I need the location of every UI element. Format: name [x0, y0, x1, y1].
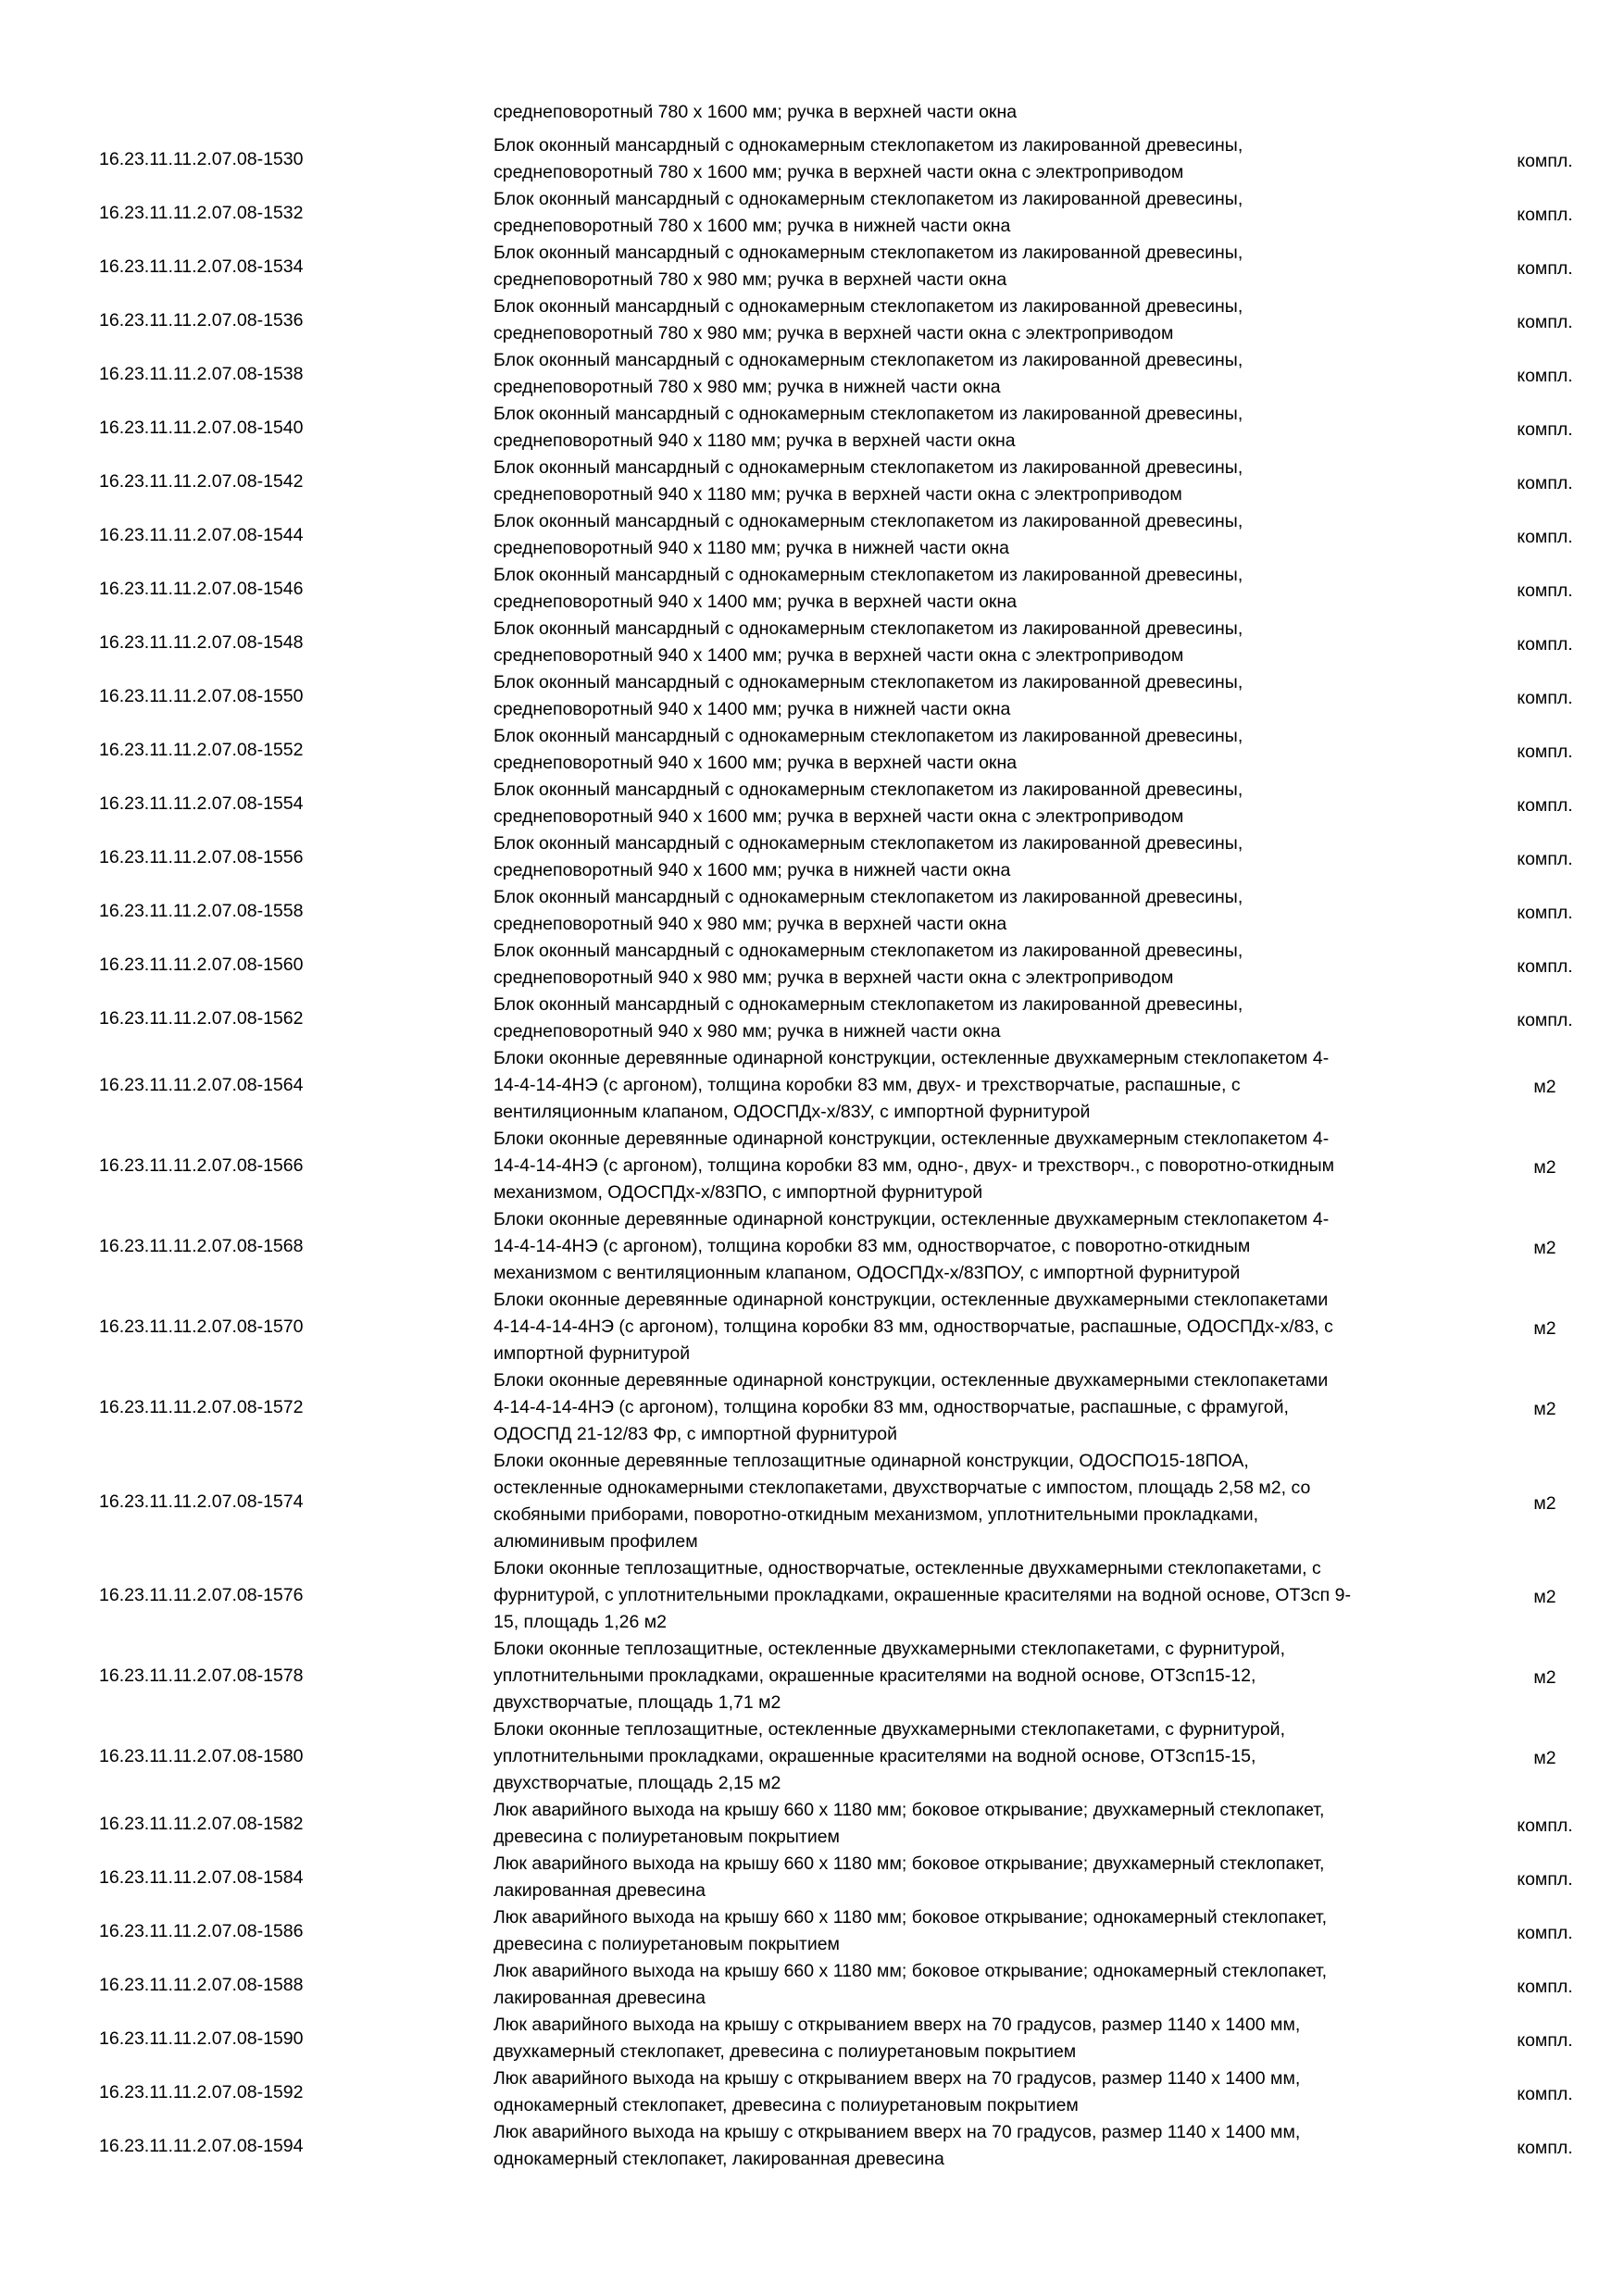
- row-unit: компл.: [1517, 902, 1573, 923]
- row-unit: м2: [1533, 1157, 1556, 1178]
- row-description: [493, 186, 1466, 240]
- row-unit: компл.: [1517, 848, 1573, 869]
- row-unit: компл.: [1517, 1976, 1573, 1997]
- description-line: 14-4-14-4НЭ (с аргоном), толщина коробки 83 мм, одностворчатое, с поворотно-откидным: [493, 1236, 1251, 1256]
- description-line: Блок оконный мансардный с однокамерным стеклопакетом из лакированной древесины,: [493, 618, 1243, 639]
- description-line: 15, площадь 1,26 м2: [493, 1612, 667, 1632]
- row-unit: м2: [1533, 1077, 1556, 1097]
- description-line: среднеповоротный 780 x 1600 мм; ручка в нижней части окна: [493, 216, 1011, 236]
- row-description: [493, 2065, 1466, 2119]
- row-description: [493, 1636, 1466, 1716]
- row-unit: компл.: [1517, 2137, 1573, 2158]
- description-line: уплотнительными прокладками, окрашенные красителями на водной основе, ОТЗсп15-15,: [493, 1746, 1256, 1766]
- row-code: 16.23.11.11.2.07.08-1562: [99, 1007, 304, 1029]
- row-description: [493, 992, 1466, 1045]
- description-line: двухстворчатые, площадь 1,71 м2: [493, 1692, 781, 1713]
- row-code: 16.23.11.11.2.07.08-1576: [99, 1585, 304, 1605]
- continuation-line: среднеповоротный 780 x 1600 мм; ручка в верхней части окна: [493, 102, 1018, 122]
- description-line: среднеповоротный 940 x 1600 мм; ручка в нижней части окна: [493, 860, 1011, 880]
- description-line: среднеповоротный 940 x 1600 мм; ручка в верхней части окна с электроприводом: [493, 806, 1184, 827]
- description-line: лакированная древесина: [493, 1880, 706, 1901]
- row-code: 16.23.11.11.2.07.08-1554: [99, 792, 304, 814]
- table-row: [0, 293, 1624, 347]
- row-code: 16.23.11.11.2.07.08-1536: [99, 309, 304, 331]
- description-line: Блоки оконные деревянные одинарной конструкции, остекленные двухкамерным стеклопакетом 4-: [493, 1209, 1330, 1229]
- description-line: древесина с полиуретановым покрытием: [493, 1827, 840, 1847]
- row-description: [493, 240, 1466, 293]
- description-line: Блоки оконные деревянные одинарной конструкции, остекленные двухкамерными стеклопакетами: [493, 1290, 1329, 1310]
- row-unit: м2: [1533, 1667, 1556, 1688]
- table-row: [0, 884, 1624, 938]
- description-line: вентиляционным клапаном, ОДОСПДх-х/83У, с импортной фурнитурой: [493, 1102, 1091, 1122]
- row-unit: компл.: [1517, 526, 1573, 547]
- description-line: скобяными приборами, поворотно-откидным механизмом, уплотнительными прокладками,: [493, 1504, 1259, 1525]
- description-line: однокамерный стеклопакет, лакированная древесина: [493, 2149, 944, 2169]
- description-line: Люк аварийного выхода на крышу с открыванием вверх на 70 градусов, размер 1140 x 1400 мм,: [493, 2122, 1301, 2142]
- row-description: [493, 1851, 1466, 1904]
- description-line: Блоки оконные деревянные одинарной конструкции, остекленные двухкамерными стеклопакетами: [493, 1370, 1329, 1391]
- description-line: 4-14-4-14-4НЭ (с аргоном), толщина коробки 83 мм, одностворчатые, распашные, ОДОСПДх-х/83, с: [493, 1316, 1333, 1337]
- row-description: [493, 1904, 1466, 1958]
- row-unit: компл.: [1517, 1009, 1573, 1030]
- row-code: 16.23.11.11.2.07.08-1586: [99, 1920, 304, 1941]
- table-row: [0, 132, 1624, 186]
- row-unit: компл.: [1517, 418, 1573, 440]
- row-description: [493, 1797, 1466, 1851]
- description-line: 4-14-4-14-4НЭ (с аргоном), толщина коробки 83 мм, одностворчатые, распашные, с фрамугой,: [493, 1397, 1289, 1417]
- description-line: фурнитурой, с уплотнительными прокладками, окрашенные красителями на водной основе, ОТЗсп 9-: [493, 1585, 1351, 1605]
- description-line: среднеповоротный 780 x 980 мм; ручка в нижней части окна: [493, 377, 1001, 397]
- row-code: 16.23.11.11.2.07.08-1530: [99, 148, 304, 169]
- row-code: 16.23.11.11.2.07.08-1552: [99, 739, 304, 760]
- description-line: Блоки оконные теплозащитные, остекленные двухкамерными стеклопакетами, с фурнитурой,: [493, 1719, 1285, 1740]
- table-row: [0, 1206, 1624, 1287]
- row-code: 16.23.11.11.2.07.08-1564: [99, 1075, 304, 1095]
- row-code: 16.23.11.11.2.07.08-1558: [99, 900, 304, 921]
- description-line: Люк аварийного выхода на крышу с открыванием вверх на 70 градусов, размер 1140 x 1400 мм,: [493, 2015, 1301, 2035]
- row-description: [493, 1045, 1466, 1126]
- table-row: [0, 1716, 1624, 1797]
- row-code: 16.23.11.11.2.07.08-1592: [99, 2081, 304, 2103]
- description-line: Блоки оконные теплозащитные, остекленные двухкамерными стеклопакетами, с фурнитурой,: [493, 1639, 1285, 1659]
- row-code: 16.23.11.11.2.07.08-1534: [99, 256, 304, 277]
- table-row: [0, 2119, 1624, 2173]
- table-row: [0, 1448, 1624, 1555]
- row-code: 16.23.11.11.2.07.08-1546: [99, 578, 304, 599]
- description-line: Блок оконный мансардный с однокамерным стеклопакетом из лакированной древесины,: [493, 887, 1243, 907]
- table-row: [0, 1555, 1624, 1636]
- table-row: [0, 455, 1624, 508]
- description-line: Люк аварийного выхода на крышу 660 x 1180 мм; боковое открывание; однокамерный стеклопакет,: [493, 1907, 1328, 1928]
- table-row: [0, 1958, 1624, 2012]
- row-description: [493, 1287, 1466, 1367]
- row-description: [493, 669, 1466, 723]
- row-unit: м2: [1533, 1318, 1556, 1339]
- row-unit: компл.: [1517, 687, 1573, 708]
- row-code: 16.23.11.11.2.07.08-1594: [99, 2135, 304, 2156]
- table-row: [0, 1797, 1624, 1851]
- table-row: [0, 186, 1624, 240]
- row-unit: компл.: [1517, 204, 1573, 225]
- description-line: Блок оконный мансардный с однокамерным стеклопакетом из лакированной древесины,: [493, 565, 1243, 585]
- description-line: Блок оконный мансардный с однокамерным стеклопакетом из лакированной древесины,: [493, 511, 1243, 531]
- table-row: [0, 240, 1624, 293]
- row-unit: м2: [1533, 1748, 1556, 1768]
- row-unit: компл.: [1517, 1815, 1573, 1836]
- row-description: [493, 132, 1466, 186]
- description-line: остекленные однокамерными стеклопакетами, двухстворчатые с импостом, площадь 2,58 м2, со: [493, 1478, 1311, 1498]
- table-row: [0, 1045, 1624, 1126]
- description-line: Блок оконный мансардный с однокамерным стеклопакетом из лакированной древесины,: [493, 833, 1243, 854]
- row-unit: компл.: [1517, 150, 1573, 171]
- description-line: среднеповоротный 940 x 1400 мм; ручка в верхней части окна: [493, 592, 1018, 612]
- row-code: 16.23.11.11.2.07.08-1582: [99, 1813, 304, 1834]
- description-line: среднеповоротный 940 x 1400 мм; ручка в верхней части окна с электроприводом: [493, 645, 1184, 666]
- row-code: 16.23.11.11.2.07.08-1568: [99, 1236, 304, 1256]
- table-row: [0, 1636, 1624, 1716]
- description-line: однокамерный стеклопакет, древесина с полиуретановым покрытием: [493, 2095, 1079, 2115]
- row-code: 16.23.11.11.2.07.08-1570: [99, 1316, 304, 1337]
- row-code: 16.23.11.11.2.07.08-1532: [99, 202, 304, 223]
- row-description: [493, 1716, 1466, 1797]
- row-unit: компл.: [1517, 794, 1573, 816]
- table-row: [0, 1851, 1624, 1904]
- row-code: 16.23.11.11.2.07.08-1574: [99, 1491, 304, 1512]
- row-unit: компл.: [1517, 2083, 1573, 2104]
- row-unit: компл.: [1517, 1868, 1573, 1890]
- description-line: Блок оконный мансардный с однокамерным стеклопакетом из лакированной древесины,: [493, 726, 1243, 746]
- row-code: 16.23.11.11.2.07.08-1550: [99, 685, 304, 706]
- description-line: уплотнительными прокладками, окрашенные красителями на водной основе, ОТЗсп15-12,: [493, 1666, 1256, 1686]
- description-line: Блоки оконные теплозащитные, одностворчатые, остекленные двухкамерными стеклопакетами, с: [493, 1558, 1321, 1578]
- description-line: импортной фурнитурой: [493, 1343, 691, 1364]
- row-description: [493, 1555, 1466, 1636]
- description-line: Блок оконный мансардный с однокамерным стеклопакетом из лакированной древесины,: [493, 941, 1243, 961]
- description-line: двухстворчатые, площадь 2,15 м2: [493, 1773, 781, 1793]
- row-description: [493, 830, 1466, 884]
- description-line: лакированная древесина: [493, 1988, 706, 2008]
- row-description: [493, 455, 1466, 508]
- row-description: [493, 347, 1466, 401]
- description-line: Блок оконный мансардный с однокамерным стеклопакетом из лакированной древесины,: [493, 350, 1243, 370]
- description-line: среднеповоротный 940 x 1180 мм; ручка в нижней части окна: [493, 538, 1009, 558]
- row-unit: компл.: [1517, 633, 1573, 655]
- table-row: [0, 562, 1624, 616]
- row-description: [493, 1206, 1466, 1287]
- row-description: [493, 938, 1466, 992]
- row-unit: м2: [1533, 1399, 1556, 1419]
- description-line: Блок оконный мансардный с однокамерным стеклопакетом из лакированной древесины,: [493, 457, 1243, 478]
- description-line: Блоки оконные деревянные теплозащитные одинарной конструкции, ОДОСПО15-18ПОА,: [493, 1451, 1249, 1471]
- table-row: [0, 2065, 1624, 2119]
- table-row: [0, 992, 1624, 1045]
- table-row: [0, 1287, 1624, 1367]
- description-line: среднеповоротный 940 x 980 мм; ручка в верхней части окна с электроприводом: [493, 967, 1174, 988]
- description-line: Люк аварийного выхода на крышу 660 x 1180 мм; боковое открывание; двухкамерный стеклопакет,: [493, 1853, 1325, 1874]
- row-description: [493, 777, 1466, 830]
- description-line: алюминивым профилем: [493, 1531, 698, 1552]
- description-line: Блок оконный мансардный с однокамерным стеклопакетом из лакированной древесины,: [493, 404, 1243, 424]
- row-description: [493, 616, 1466, 669]
- row-code: 16.23.11.11.2.07.08-1584: [99, 1866, 304, 1888]
- description-line: среднеповоротный 780 x 980 мм; ручка в верхней части окна с электроприводом: [493, 323, 1174, 343]
- row-description: [493, 1958, 1466, 2012]
- table-row: [0, 938, 1624, 992]
- table-row: [0, 669, 1624, 723]
- price-table: [0, 132, 1624, 2173]
- description-line: среднеповоротный 940 x 1600 мм; ручка в верхней части окна: [493, 753, 1018, 773]
- table-row: [0, 830, 1624, 884]
- row-unit: компл.: [1517, 955, 1573, 977]
- row-description: [493, 508, 1466, 562]
- description-line: среднеповоротный 940 x 1180 мм; ручка в верхней части окна: [493, 430, 1016, 451]
- description-line: среднеповоротный 940 x 980 мм; ручка в верхней части окна: [493, 914, 1007, 934]
- description-line: Блоки оконные деревянные одинарной конструкции, остекленные двухкамерным стеклопакетом 4-: [493, 1048, 1330, 1068]
- row-code: 16.23.11.11.2.07.08-1580: [99, 1746, 304, 1766]
- row-code: 16.23.11.11.2.07.08-1542: [99, 470, 304, 492]
- description-line: среднеповоротный 940 x 980 мм; ручка в нижней части окна: [493, 1021, 1001, 1042]
- row-unit: компл.: [1517, 257, 1573, 279]
- table-row: [0, 1904, 1624, 1958]
- description-line: Блок оконный мансардный с однокамерным стеклопакетом из лакированной древесины,: [493, 135, 1243, 156]
- row-unit: компл.: [1517, 580, 1573, 601]
- row-code: 16.23.11.11.2.07.08-1578: [99, 1666, 304, 1686]
- row-unit: компл.: [1517, 2029, 1573, 2051]
- row-code: 16.23.11.11.2.07.08-1544: [99, 524, 304, 545]
- row-unit: м2: [1533, 1238, 1556, 1258]
- table-row: [0, 401, 1624, 455]
- row-unit: компл.: [1517, 365, 1573, 386]
- description-line: Блок оконный мансардный с однокамерным стеклопакетом из лакированной древесины,: [493, 672, 1243, 693]
- table-row: [0, 2012, 1624, 2065]
- description-line: 14-4-14-4НЭ (с аргоном), толщина коробки 83 мм, одно-, двух- и трехстворч., с поворотно-откидным: [493, 1155, 1335, 1176]
- row-code: 16.23.11.11.2.07.08-1590: [99, 2028, 304, 2049]
- row-code: 16.23.11.11.2.07.08-1540: [99, 417, 304, 438]
- row-description: [493, 2012, 1466, 2065]
- description-line: древесина с полиуретановым покрытием: [493, 1934, 840, 1954]
- row-description: [493, 723, 1466, 777]
- description-line: механизмом, ОДОСПДх-х/83ПО, с импортной фурнитурой: [493, 1182, 983, 1203]
- row-code: 16.23.11.11.2.07.08-1572: [99, 1397, 304, 1417]
- description-line: механизмом с вентиляционным клапаном, ОДОСПДх-х/83ПОУ, с импортной фурнитурой: [493, 1263, 1241, 1283]
- description-line: Люк аварийного выхода на крышу 660 x 1180 мм; боковое открывание; однокамерный стеклопакет,: [493, 1961, 1328, 1981]
- description-line: Блоки оконные деревянные одинарной конструкции, остекленные двухкамерным стеклопакетом 4-: [493, 1129, 1330, 1149]
- row-unit: компл.: [1517, 472, 1573, 493]
- table-row: [0, 508, 1624, 562]
- row-description: [493, 2119, 1466, 2173]
- row-code: 16.23.11.11.2.07.08-1566: [99, 1155, 304, 1176]
- table-row: [0, 616, 1624, 669]
- description-line: Люк аварийного выхода на крышу с открыванием вверх на 70 градусов, размер 1140 x 1400 мм,: [493, 2068, 1301, 2089]
- row-description: [493, 1126, 1466, 1206]
- description-line: Блок оконный мансардный с однокамерным стеклопакетом из лакированной древесины,: [493, 296, 1243, 317]
- table-row: [0, 1126, 1624, 1206]
- description-line: 14-4-14-4НЭ (с аргоном), толщина коробки 83 мм, двух- и трехстворчатые, распашные, с: [493, 1075, 1241, 1095]
- description-line: среднеповоротный 780 x 1600 мм; ручка в верхней части окна с электроприводом: [493, 162, 1184, 182]
- row-description: [493, 562, 1466, 616]
- description-line: Блок оконный мансардный с однокамерным стеклопакетом из лакированной древесины,: [493, 994, 1243, 1015]
- row-code: 16.23.11.11.2.07.08-1588: [99, 1974, 304, 1995]
- row-unit: м2: [1533, 1492, 1556, 1514]
- table-row: [0, 347, 1624, 401]
- table-row: [0, 777, 1624, 830]
- description-line: двухкамерный стеклопакет, древесина с полиуретановым покрытием: [493, 2041, 1077, 2062]
- row-code: 16.23.11.11.2.07.08-1548: [99, 631, 304, 653]
- table-row: [0, 723, 1624, 777]
- row-code: 16.23.11.11.2.07.08-1538: [99, 363, 304, 384]
- description-line: среднеповоротный 940 x 1400 мм; ручка в нижней части окна: [493, 699, 1011, 719]
- row-description: [493, 293, 1466, 347]
- row-code: 16.23.11.11.2.07.08-1560: [99, 954, 304, 975]
- description-line: ОДОСПД 21-12/83 Фр, с импортной фурнитурой: [493, 1424, 898, 1444]
- description-line: Люк аварийного выхода на крышу 660 x 1180 мм; боковое открывание; двухкамерный стеклопакет,: [493, 1800, 1325, 1820]
- description-line: Блок оконный мансардный с однокамерным стеклопакетом из лакированной древесины,: [493, 243, 1243, 263]
- row-unit: компл.: [1517, 311, 1573, 332]
- row-unit: компл.: [1517, 1922, 1573, 1943]
- table-row: [0, 1367, 1624, 1448]
- row-code: 16.23.11.11.2.07.08-1556: [99, 846, 304, 867]
- description-line: среднеповоротный 940 x 1180 мм; ручка в верхней части окна с электроприводом: [493, 484, 1182, 505]
- description-line: Блок оконный мансардный с однокамерным стеклопакетом из лакированной древесины,: [493, 780, 1243, 800]
- row-description: [493, 884, 1466, 938]
- description-line: Блок оконный мансардный с однокамерным стеклопакетом из лакированной древесины,: [493, 189, 1243, 209]
- row-description: [493, 401, 1466, 455]
- row-unit: м2: [1533, 1587, 1556, 1607]
- row-description: [493, 1448, 1466, 1555]
- row-unit: компл.: [1517, 741, 1573, 762]
- row-description: [493, 1367, 1466, 1448]
- description-line: среднеповоротный 780 x 980 мм; ручка в верхней части окна: [493, 269, 1007, 290]
